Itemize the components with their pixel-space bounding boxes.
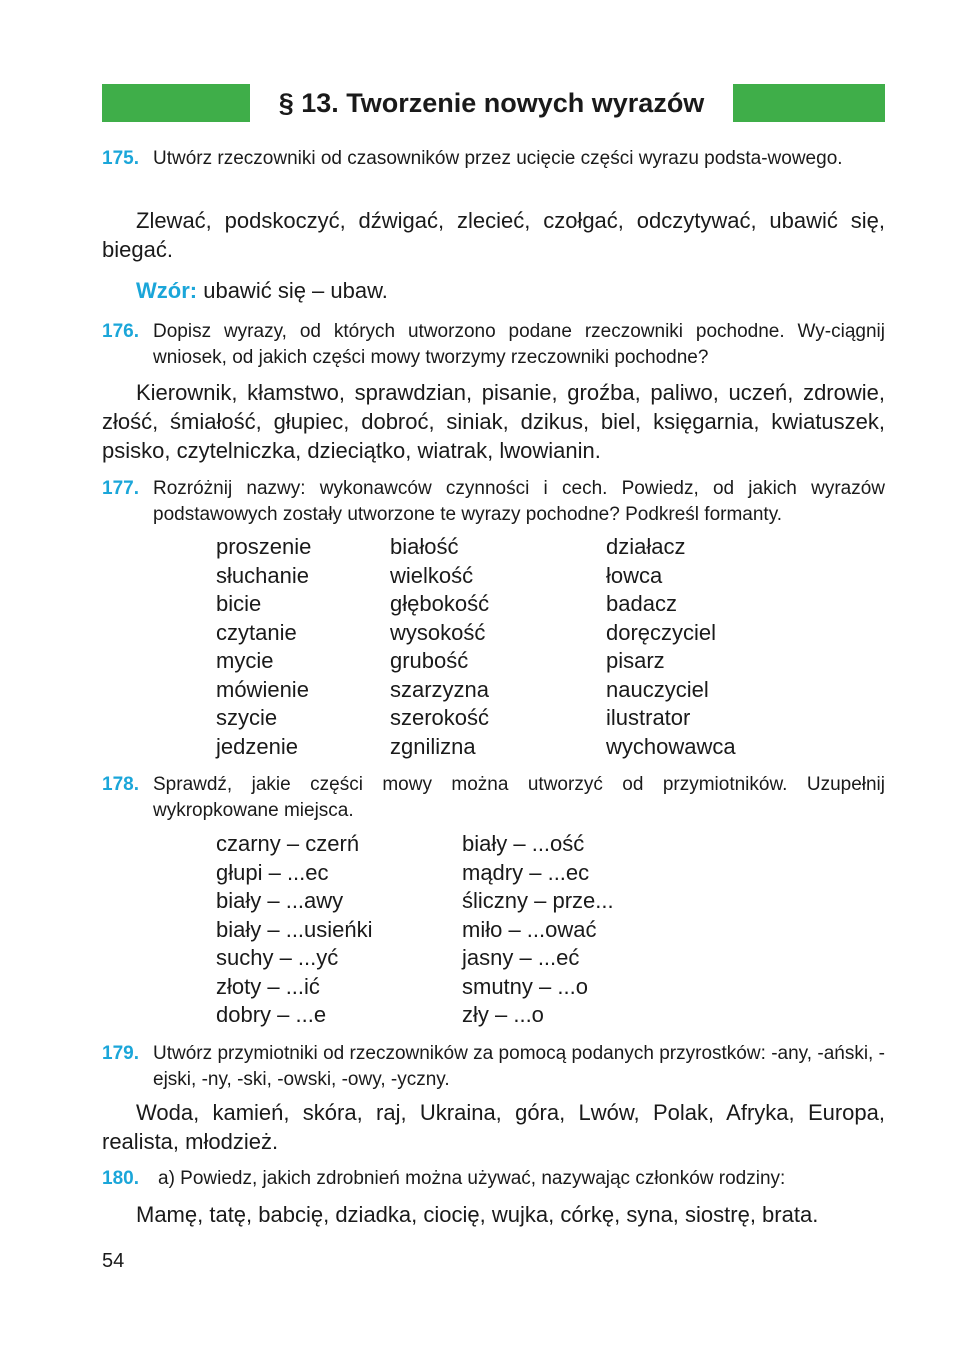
word-item: białość [390,534,459,559]
word-item: zły – ...o [462,1002,544,1027]
exercise-178-task [102,772,885,824]
task-text: a) Powiedz, jakich zdrobnień można używać, nazywając członków rodziny: [158,1168,786,1189]
word-item: głupi – ...ec [216,859,329,885]
word-item: dobry – ...e [216,1002,327,1027]
exercise-175-task [102,146,885,172]
exercise-175-body: Zlewać, podskoczyć, dźwigać, zlecieć, czołgać, odczytywać, ubawić się, biegać. [102,208,885,262]
word-item: suchy – ...yć [216,945,339,970]
word-item: smutny – ...o [462,973,588,999]
word-item: pisarz [606,648,665,673]
task-text: Rozróżnij nazwy: wykonawców czynności i cech. Powiedz, od jakich wyrazów podstawowych zostały utworzone te wyrazy pochodne? Podkreśl formanty. [153,478,885,525]
exercise-178-column-1 [216,830,373,1030]
word-item: bicie [216,591,262,616]
task-text: Utwórz rzeczowniki od czasowników przez ucięcie części wyrazu podsta-wowego. [153,148,843,169]
word-item: wychowawca [606,733,736,759]
section-header [102,84,885,122]
header-bar-left [102,84,250,122]
header-bar-right [733,84,885,122]
exercise-number: 179. [102,1043,139,1064]
word-item: mądry – ...ec [462,859,590,885]
section-title: § 13. Tworzenie nowych wyrazów [278,88,705,118]
word-item: jasny – ...eć [462,945,580,970]
exercise-number: 176. [102,321,139,342]
task-text: Sprawdź, jakie części mowy można utworzyć od przymiotników. Uzupełnij wykropkowane miejsca. [153,774,885,821]
word-item: łowca [606,562,663,588]
exercise-180-task [102,1166,885,1192]
exercise-179-task [102,1041,885,1093]
word-item: doręczyciel [606,619,717,645]
exercise-180-body: Mamę, tatę, babcię, dziadka, ciocię, wujka, córkę, syna, siostrę, brata. [136,1202,819,1227]
word-item: mycie [216,648,274,673]
word-item: wielkość [390,562,474,588]
exercise-176-body: Kierownik, kłamstwo, sprawdzian, pisanie, groźba, paliwo, uczeń, zdrowie, złość, śmiałość, głupiec, dobroć, siniak, dzikus, biel, księgarnia, kwiatuszek, psisko, czytelniczka, dzieciątko, wiatrak, lwowianin. [102,380,885,463]
word-item: czytanie [216,619,297,645]
word-item: jedzenie [216,733,298,759]
word-item: proszenie [216,534,312,559]
task-text: Utwórz przymiotniki od rzeczowników za pomocą podanych przyrostków: -any, -ański, -ejski, -ny, -ski, -owski, -owy, -yczny. [153,1043,885,1090]
pattern-text: ubawić się – ubaw. [203,278,388,303]
word-item: działacz [606,534,686,559]
exercise-number: 175. [102,148,139,169]
exercise-177-column-2 [390,533,489,761]
word-item: wysokość [390,619,486,645]
word-item: badacz [606,591,677,616]
word-item: głębokość [390,591,490,616]
pattern-label: Wzór: [136,278,198,303]
word-item: słuchanie [216,562,309,588]
word-item: biały – ...usieńki [216,916,373,942]
word-item: miło – ...ować [462,916,597,942]
exercise-178-column-2 [462,830,614,1030]
word-item: szerokość [390,705,490,730]
exercise-176-task [102,319,885,371]
word-item: zgnilizna [390,733,476,759]
exercise-number: 178. [102,774,139,795]
word-item: grubość [390,648,469,673]
exercise-177-column-3 [606,533,736,761]
word-item: biały – ...ość [462,831,585,856]
exercise-number: 180. [102,1168,139,1189]
word-item: złoty – ...ić [216,973,320,999]
word-item: śliczny – prze... [462,888,614,913]
word-item: czarny – czerń [216,831,360,856]
exercise-number: 177. [102,478,139,499]
word-item: ilustrator [606,705,691,730]
task-text: Dopisz wyrazy, od których utworzono podane rzeczowniki pochodne. Wy-ciągnij wniosek, od jakich części mowy tworzymy rzeczowniki pochodne? [153,321,885,368]
word-item: szarzyzna [390,676,490,702]
page-number: 54 [102,1250,125,1272]
word-item: mówienie [216,676,309,702]
word-item: nauczyciel [606,676,709,702]
word-item: biały – ...awy [216,888,344,913]
exercise-177-column-1 [216,533,311,761]
word-item: szycie [216,705,278,730]
exercise-179-body: Woda, kamień, skóra, raj, Ukraina, góra, Lwów, Polak, Afryka, Europa, realista, młodzież. [102,1100,885,1154]
exercise-177-task [102,476,885,528]
exercise-175-pattern [136,276,388,305]
